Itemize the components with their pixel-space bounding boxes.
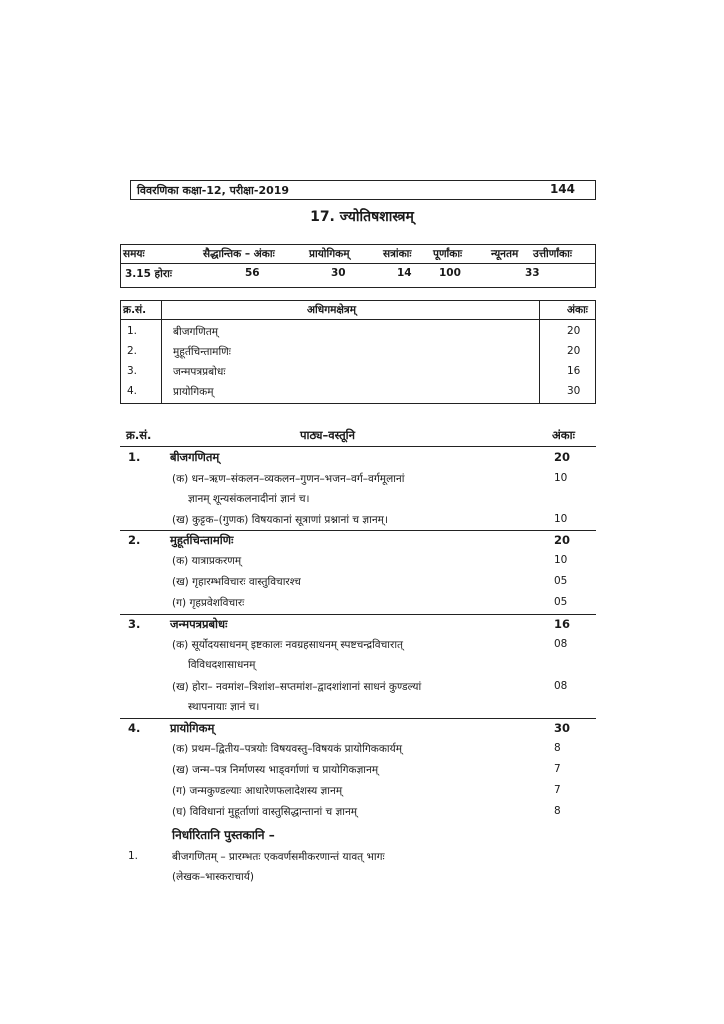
- topic-marks: 10: [554, 554, 568, 566]
- topic-marks: 10: [554, 472, 568, 484]
- row-marks: 20: [567, 345, 581, 357]
- value-cell: 33: [525, 267, 540, 279]
- column-header: क्र.सं.: [123, 304, 147, 316]
- topic-line: (ग) जन्मकुण्डल्याः आधारेणफलादेशस्य ज्ञानम्: [172, 785, 343, 797]
- header-cell: न्यूनतम: [491, 248, 519, 260]
- book-line: बीजगणितम् – प्रारम्भतः एकवर्णसमीकरणान्तं यावत् भागः: [172, 851, 385, 863]
- syllabus-header-no: क्र.सं.: [126, 428, 152, 442]
- books-heading: निर्धारितानि पुस्तकानि –: [172, 828, 275, 842]
- topic-marks: 8: [554, 742, 561, 754]
- value-cell: 3.15 होराः: [125, 268, 172, 280]
- page-header: [130, 180, 596, 200]
- row-marks: 30: [567, 385, 581, 397]
- value-cell: 14: [397, 267, 412, 279]
- book-line: (लेखक–भास्कराचार्य): [172, 871, 254, 883]
- topic-line: (ग) गृहप्रवेशविचारः: [172, 597, 245, 609]
- unit-title: प्रायोगिकम्: [170, 721, 215, 735]
- column-header: अंकाः: [567, 304, 588, 316]
- topic-marks: 08: [554, 680, 568, 692]
- topic-marks: 08: [554, 638, 568, 650]
- row-marks: 20: [567, 325, 581, 337]
- marks-scheme-table: [120, 244, 596, 288]
- topic-line: स्थापनायाः ज्ञानं च।: [188, 701, 260, 713]
- row-area: मुहूर्तचिन्तामणिः: [173, 346, 231, 358]
- row-area: जन्मपत्रप्रबोधः: [173, 366, 226, 378]
- unit-marks: 20: [554, 450, 571, 464]
- topic-line: (ख) होरा– नवमांश–त्रिशांश–सप्तमांश–द्वादशांशानां साधनं कुण्डल्यां: [172, 681, 422, 693]
- divider: [120, 530, 596, 531]
- header-cell: समयः: [123, 248, 145, 260]
- row-marks: 16: [567, 365, 581, 377]
- value-cell: 56: [245, 267, 260, 279]
- topic-line: (क) सूर्योदयसाधनम् इष्टकालः नवग्रहसाधनम् स्पष्टचन्द्रविचारात्: [172, 639, 404, 651]
- unit-number: 1.: [128, 450, 141, 464]
- page-number: 144: [549, 182, 575, 196]
- row-number: 2.: [127, 345, 138, 357]
- distribution-table: [120, 300, 596, 404]
- row-number: 3.: [127, 365, 138, 377]
- header-cell: सैद्धान्तिक – अंकाः: [203, 248, 275, 260]
- column-header: अधिगमक्षेत्रम्: [307, 304, 356, 316]
- unit-title: मुहूर्तचिन्तामणिः: [170, 533, 234, 547]
- topic-marks: 05: [554, 596, 568, 608]
- topic-marks: 7: [554, 784, 561, 796]
- topic-line: (क) धन–ऋण–संकलन–व्यकलन–गुणन–भजन–वर्ग–वर्गमूलानां: [172, 473, 405, 485]
- divider: [121, 263, 595, 264]
- value-cell: 100: [439, 267, 461, 279]
- topic-marks: 05: [554, 575, 568, 587]
- topic-line: ज्ञानम् शून्यसंकलनादीनां ज्ञानं च।: [188, 493, 310, 505]
- value-cell: 30: [331, 267, 346, 279]
- unit-marks: 30: [554, 721, 571, 735]
- unit-marks: 20: [554, 533, 571, 547]
- unit-title: बीजगणितम्: [170, 450, 220, 464]
- header-title: विवरणिका कक्षा-12, परीक्षा-2019: [137, 184, 290, 197]
- syllabus-header-content: पाठ्य–वस्तूनि: [300, 428, 356, 442]
- page-title: 17. ज्योतिषशास्त्रम्: [310, 209, 414, 225]
- divider: [120, 614, 596, 615]
- topic-marks: 7: [554, 763, 561, 775]
- row-number: 4.: [127, 385, 138, 397]
- header-cell: सत्रांकाः: [383, 248, 412, 260]
- book-number: 1.: [128, 850, 139, 862]
- header-cell: प्रायोगिकम्: [309, 248, 350, 260]
- divider: [120, 446, 596, 447]
- syllabus-header-marks: अंकाः: [552, 428, 575, 442]
- unit-marks: 16: [554, 617, 571, 631]
- topic-line: (ख) जन्म–पत्र निर्माणस्य भाड्वर्गाणां च प्रायोगिकज्ञानम्: [172, 764, 379, 776]
- row-area: प्रायोगिकम्: [173, 386, 214, 398]
- topic-marks: 8: [554, 805, 561, 817]
- header-cell: उत्तीर्णांकाः: [533, 248, 572, 260]
- divider: [120, 718, 596, 719]
- row-area: बीजगणितम्: [173, 326, 218, 338]
- topic-line: (ख) कुट्टक–(गुणक) विषयकानां सूत्राणां प्रश्नानां च ज्ञानम्।: [172, 514, 388, 526]
- header-cell: पूर्णांकाः: [433, 248, 463, 260]
- unit-number: 3.: [128, 617, 141, 631]
- unit-title: जन्मपत्रप्रबोधः: [170, 617, 228, 631]
- topic-line: (ख) गृहारम्भविचारः वास्तुविचारश्च: [172, 576, 301, 588]
- topic-line: (क) प्रथम–द्वितीय–पत्रयोः विषयवस्तु–विषयकं प्रायोगिककार्यम्: [172, 743, 402, 755]
- topic-line: (घ) विविधानां मुहूर्ताणां वास्तुसिद्धान्तानां च ज्ञानम्: [172, 806, 358, 818]
- unit-number: 4.: [128, 721, 141, 735]
- topic-line: (क) यात्राप्रकरणम्: [172, 555, 242, 567]
- topic-marks: 10: [554, 513, 568, 525]
- topic-line: विविधदशासाधनम्: [188, 659, 256, 671]
- unit-number: 2.: [128, 533, 141, 547]
- row-number: 1.: [127, 325, 138, 337]
